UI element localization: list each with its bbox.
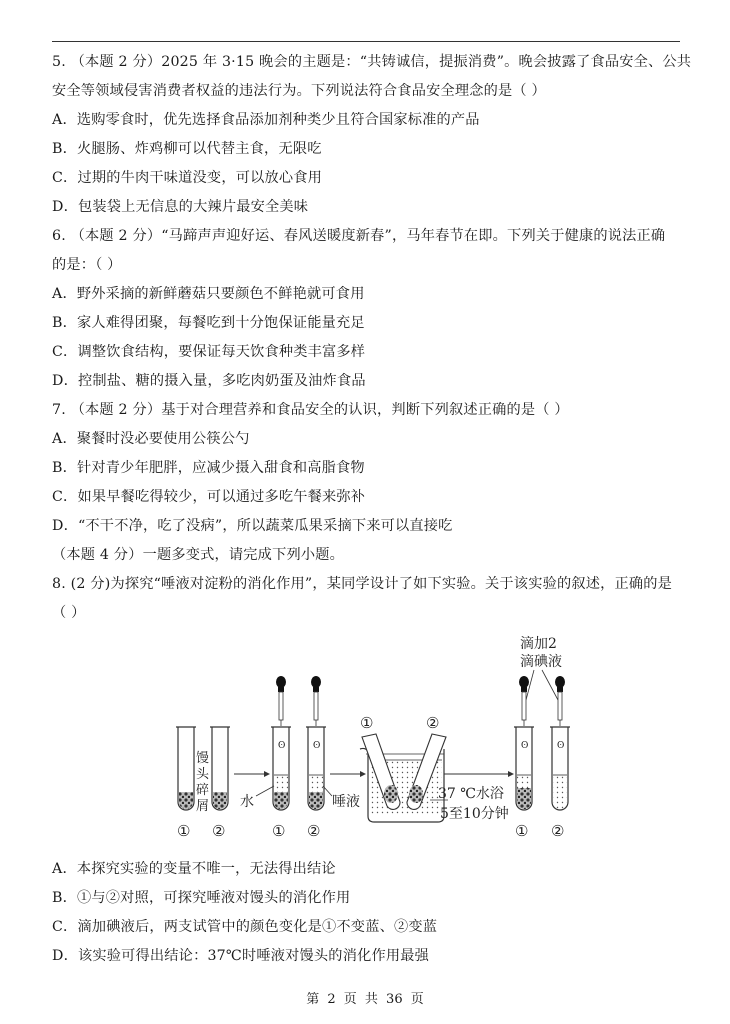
dropper-icon [519,676,529,726]
q8-option-a: A．本探究实验的变量不唯一，无法得出结论 [52,861,336,877]
label-water: 水 [240,794,254,810]
q6-option-c: C．调整饮食结构，要保证每天饮食种类丰富多样 [52,344,366,360]
svg-text:ʘ: ʘ [557,741,565,751]
stage2-label-1: ① [272,822,286,840]
svg-text:ʘ: ʘ [278,741,286,751]
stage4-tube-2 [550,727,570,810]
stage1-label-1: ① [177,822,191,840]
q8-stem-line-1: 8. (2 分)为探究“唾液对淀粉的消化作用”，某同学设计了如下实验。关于该实验的叙述，正确的是 [52,576,673,592]
label-bath-time: 5至10分钟 [440,806,509,822]
group-header: （本题 4 分）一题多变式，请完成下列小题。 [52,547,345,563]
q5-option-a: A．选购零食时，优先选择食品添加剂种类少且符合国家标准的产品 [52,112,480,128]
q5-option-b: B．火腿肠、炸鸡柳可以代替主食，无限吃 [52,141,322,157]
q8-stem-line-2: （ ） [52,605,86,621]
label-bread-2: 头 [196,767,210,782]
dropper-icon [555,676,565,726]
stage1-tube-1 [176,727,196,810]
q5-stem-line-2: 安全等领域侵害消费者权益的违法行为。下列说法符合食品安全理念的是（ ） [52,83,546,99]
q7-option-b: B．针对青少年肥胖，应减少摄入甜食和高脂食物 [52,460,365,476]
q8-option-b: B．①与②对照，可探究唾液对馒头的消化作用 [52,890,351,906]
svg-text:ʘ: ʘ [521,741,529,751]
label-saliva: 唾液 [332,794,360,810]
arrow-icon [330,771,366,777]
stage2-label-2: ② [307,822,321,840]
page-number: 第 2 页 共 36 页 [306,992,424,1007]
stage4-label-1: ① [515,822,529,840]
bath-label-1: ① [360,714,374,732]
q5-option-c: C．过期的牛肉干味道没变，可以放心食用 [52,170,323,186]
label-bread-1: 馒 [196,751,210,766]
q8-option-c: C．滴加碘液后，两支试管中的颜色变化是①不变蓝、②变蓝 [52,919,438,935]
label-iodine-1: 滴加2 [520,636,557,652]
q7-stem-line-1: 7. （本题 2 分）基于对合理营养和食品安全的认识，判断下列叙述正确的是（ ） [52,402,569,418]
label-bath-temp: 37 ℃水浴 [438,786,504,802]
stage4-label-2: ② [551,822,565,840]
q7-option-a: A．聚餐时没必要使用公筷公勺 [52,431,250,447]
q6-option-d: D．控制盐、糖的摄入量，多吃肉奶蛋及油炸食品 [52,373,366,389]
arrow-icon [444,771,514,777]
experiment-diagram [160,630,600,845]
q6-option-b: B．家人难得团聚，每餐吃到十分饱保证能量充足 [52,315,365,331]
q6-option-a: A．野外采摘的新鲜蘑菇只要颜色不鲜艳就可食用 [52,286,365,302]
label-iodine-2: 滴碘液 [520,654,562,670]
label-bread-4: 屑 [196,799,210,814]
stage2-tube-2 [306,727,326,810]
q8-option-d: D．该实验可得出结论：37℃时唾液对馒头的消化作用最强 [52,948,430,964]
q6-stem-line-1: 6. （本题 2 分）“马蹄声声迎好运、春风送暖度新春”，马年春节在即。下列关于健康的说法正确 [52,228,666,244]
stage4-tube-1 [514,727,534,810]
label-bread-3: 碎 [196,783,210,798]
stage1-tube-2 [210,727,230,810]
stage1-label-2: ② [212,822,226,840]
header-rule [52,41,680,42]
stage2-tube-1 [271,727,291,810]
q7-option-c: C．如果早餐吃得较少，可以通过多吃午餐来弥补 [52,489,366,505]
q6-stem-line-2: 的是：（ ） [52,257,122,273]
svg-text:ʘ: ʘ [313,741,321,751]
arrow-icon [234,771,270,777]
dropper-icon [276,676,286,726]
dropper-icon [311,676,321,726]
q5-stem-line-1: 5. （本题 2 分）2025 年 3·15 晚会的主题是：“共铸诚信，提振消费”。晚会披露了食品安全、公共 [52,54,692,70]
bath-label-2: ② [426,714,440,732]
q7-option-d: D．“不干不净，吃了没病”，所以蔬菜瓜果采摘下来可以直接吃 [52,518,453,534]
q5-option-d: D．包装袋上无信息的大辣片最安全美味 [52,199,309,215]
